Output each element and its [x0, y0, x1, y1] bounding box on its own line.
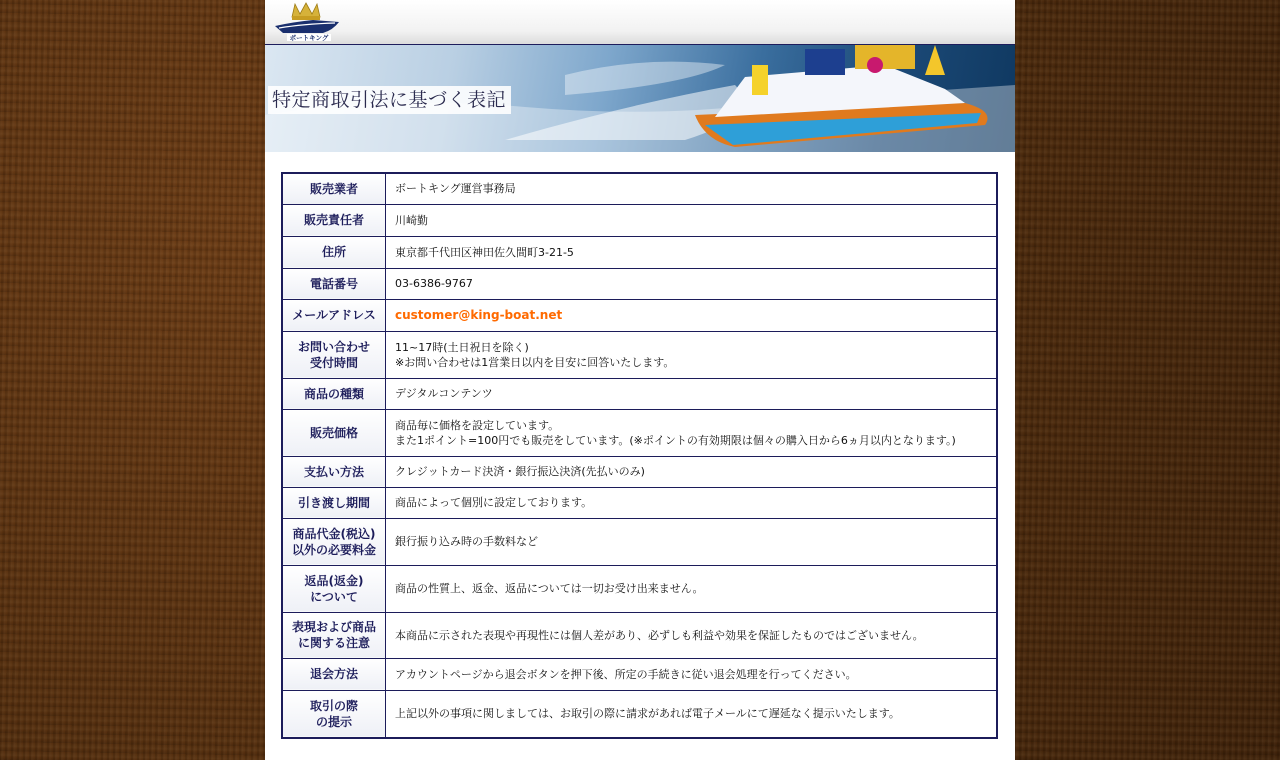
row-value: [386, 378, 998, 409]
row-value-line: 東京都千代田区神田佐久間町3-21-5: [395, 245, 574, 259]
row-value-line: 本商品に示された表現や再現性には個人差があり、必ずしも利益や効果を保証したものではございません。: [395, 628, 924, 642]
table-row: [282, 518, 997, 565]
row-label-line: について: [310, 589, 358, 604]
table-row: [282, 236, 997, 268]
table-row: [282, 331, 997, 378]
row-label: [282, 173, 386, 204]
row-label: [282, 518, 386, 565]
row-value-line: アカウントページから退会ボタンを押下後、所定の手続きに従い退会処理を行ってください。: [395, 667, 857, 681]
row-value: [386, 236, 998, 268]
table-row: [282, 378, 997, 409]
row-value-line: 商品によって個別に設定しております。: [395, 496, 593, 509]
row-label: [282, 612, 386, 658]
site-header: [265, 0, 1015, 45]
email-link[interactable]: customer@king-boat.net: [395, 307, 563, 322]
row-label: [282, 487, 386, 518]
row-value: [386, 173, 998, 204]
row-label-line: 支払い方法: [303, 464, 364, 479]
row-value-line: デジタルコンテンツ: [395, 387, 493, 400]
row-value: [386, 612, 998, 658]
row-value-line: 銀行振り込み時の手数料など: [395, 535, 538, 548]
row-value: [386, 331, 998, 378]
row-value: [386, 409, 998, 456]
table-row: [282, 487, 997, 518]
row-label: [282, 204, 386, 236]
row-label: [282, 236, 386, 268]
row-value-line: ボートキング運営事務局: [395, 182, 516, 196]
row-label: [282, 409, 386, 456]
row-label: [282, 658, 386, 690]
row-label-line: 退会方法: [309, 667, 358, 681]
row-label: [282, 299, 386, 331]
table-row: [282, 612, 997, 658]
table-row: [282, 268, 997, 299]
row-label-line: 販売業者: [309, 181, 358, 196]
row-label-line: 住所: [321, 245, 346, 259]
table-row: [282, 299, 997, 331]
row-label-line: 販売責任者: [303, 213, 364, 227]
table-row: [282, 565, 997, 612]
row-label-line: の提示: [315, 714, 352, 729]
row-value-line: ※お問い合わせは1営業日以内を目安に回答いたします。: [395, 355, 675, 369]
row-label-line: お問い合わせ: [297, 339, 370, 354]
row-label-line: 取引の際: [309, 698, 358, 713]
row-label-line: メールアドレス: [292, 308, 376, 322]
row-value: [386, 487, 998, 518]
row-value: [386, 299, 998, 331]
row-value-line: 11~17時(土日祝日を除く): [395, 340, 529, 354]
row-value-line: また1ポイント=100円でも販売をしています。(※ポイントの有効期限は個々の購入日から6ヵ月以内となります。): [395, 433, 956, 447]
row-label-line: 商品の種類: [303, 386, 364, 401]
row-value: [386, 565, 998, 612]
disclosure-content: [281, 172, 998, 739]
table-row: [282, 690, 997, 738]
row-label-line: 受付時間: [309, 355, 358, 370]
row-label-line: 販売価格: [309, 425, 358, 440]
disclosure-table: [281, 172, 998, 739]
row-value-line: クレジットカード決済・銀行振込決済(先払いのみ): [395, 465, 645, 478]
row-value: [386, 658, 998, 690]
boat-king-logo[interactable]: [273, 0, 345, 44]
table-row: [282, 658, 997, 690]
row-value: [386, 268, 998, 299]
row-value: [386, 456, 998, 487]
row-label-line: 返品(返金): [304, 573, 364, 588]
row-label: [282, 565, 386, 612]
row-value: [386, 204, 998, 236]
row-value-line: 03-6386-9767: [395, 277, 473, 290]
row-label-line: に関する注意: [297, 636, 370, 650]
row-label-line: 以外の必要料金: [291, 542, 376, 557]
row-value-line: 上記以外の事項に関しましては、お取引の際に請求があれば電子メールにて遅延なく提示いたします。: [395, 707, 900, 721]
table-row: [282, 173, 997, 204]
row-label-line: 引き渡し期間: [297, 495, 370, 510]
row-label: [282, 331, 386, 378]
row-value-line: 商品の性質上、返金、返品については一切お受け出来ません。: [395, 582, 704, 595]
row-label: [282, 690, 386, 738]
table-row: [282, 456, 997, 487]
row-label: [282, 456, 386, 487]
page-title: 特定商取引法に基づく表記: [268, 86, 511, 114]
table-row: [282, 204, 997, 236]
page-container: [265, 0, 1015, 760]
row-label-line: 表現および商品: [291, 620, 376, 634]
logo-text: ボートキング: [289, 34, 329, 42]
row-value: [386, 518, 998, 565]
row-label: [282, 268, 386, 299]
row-label: [282, 378, 386, 409]
row-label-line: 商品代金(税込): [292, 526, 376, 541]
page-banner: [265, 45, 1015, 152]
row-label-line: 電話番号: [309, 276, 358, 291]
row-value-line: 川崎勤: [395, 213, 428, 227]
row-value: [386, 690, 998, 738]
row-value-line: 商品毎に価格を設定しています。: [395, 418, 560, 432]
table-row: [282, 409, 997, 456]
